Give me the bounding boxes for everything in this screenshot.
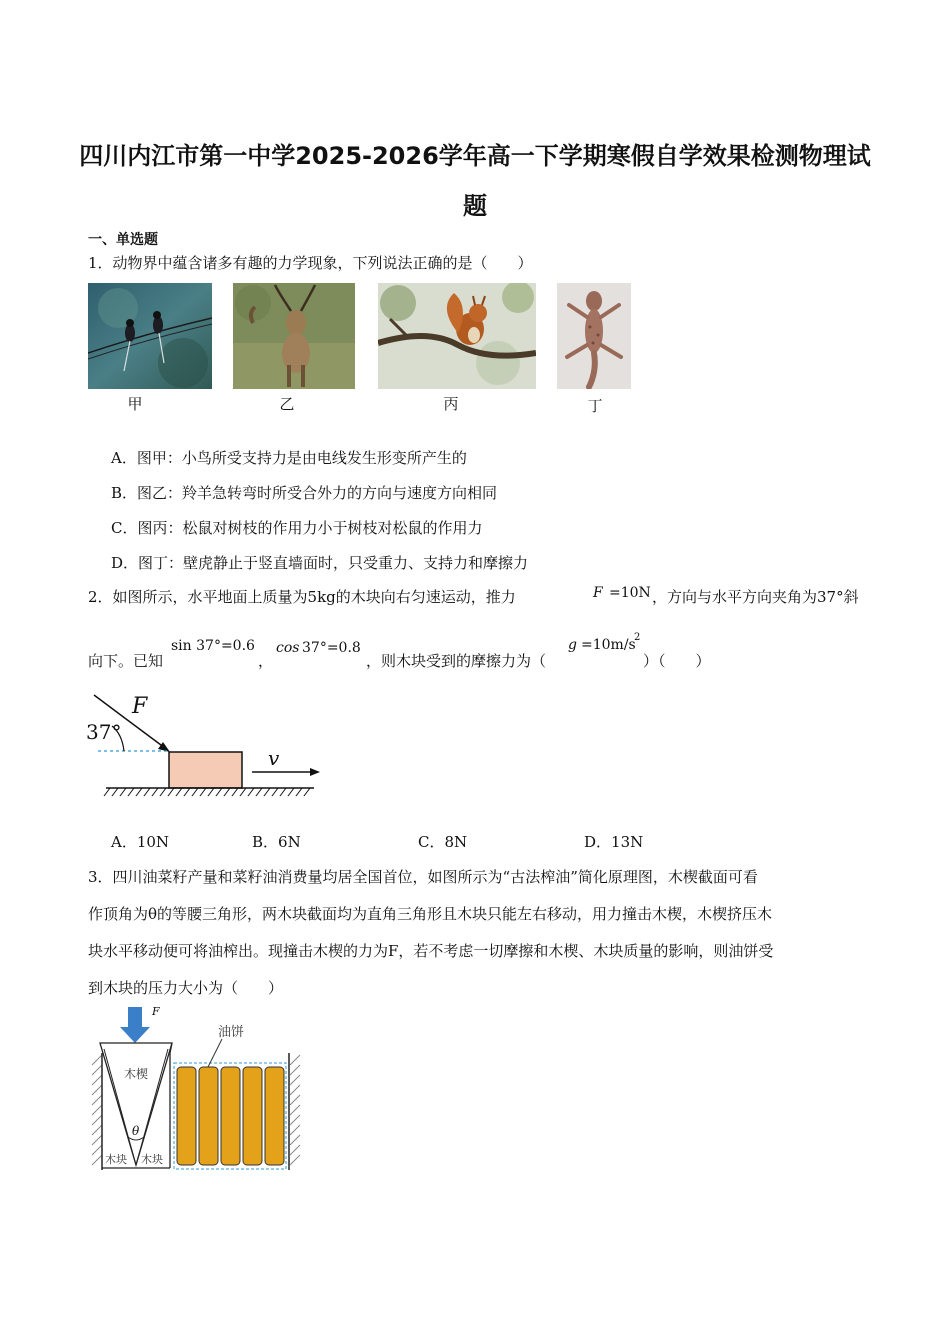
caption-yi: 乙: [279, 395, 295, 413]
q2-g-value: =10m/s: [581, 637, 636, 653]
question-2-line2-part1: 向下。已知: [88, 652, 164, 670]
q3-fig-oil-label: 油饼: [218, 1025, 245, 1040]
document-title-line2: 题: [463, 192, 487, 220]
photo-birds-on-wire: [88, 283, 212, 389]
q2-sin-value: sin 37°=0.6: [171, 638, 255, 654]
section-heading-single-choice: 一、单选题: [88, 232, 158, 248]
q2-fig-force-label: F: [132, 694, 148, 719]
q2-cos-value: 37°=0.8: [302, 640, 361, 656]
q2-g-exponent: 2: [634, 632, 641, 643]
caption-ding: 丁: [587, 397, 603, 415]
question-2-line2-part2: ，则木块受到的摩擦力为（: [366, 652, 547, 670]
q2-option-c[interactable]: C．8N: [418, 833, 468, 851]
question-3-line4: 到木块的压力大小为（ ）: [88, 979, 284, 997]
q1-option-a[interactable]: A．图甲：小鸟所受支持力是由电线发生形变所产生的: [111, 449, 467, 467]
q1-option-d[interactable]: D．图丁：壁虎静止于竖直墙面时，只受重力、支持力和摩擦力: [111, 554, 529, 572]
photo-squirrel: [378, 283, 536, 389]
q2-g-variable: g: [568, 637, 577, 653]
question-1-stem: 1．动物界中蕴含诸多有趣的力学现象，下列说法正确的是（ ）: [88, 254, 533, 272]
q3-fig-theta-label: θ: [132, 1124, 140, 1138]
q2-force-diagram: [86, 690, 326, 800]
question-2-line2-part3: ）（ ）: [643, 652, 711, 670]
q3-oil-press-diagram: [90, 1005, 305, 1175]
q2-option-d[interactable]: D．13N: [584, 833, 644, 851]
q2-cos-variable: cos: [276, 640, 300, 656]
document-title-line1: 四川内江市第一中学2025-2026学年高一下学期寒假自学效果检测物理试: [79, 142, 871, 170]
question-2-stem-part2: ，方向与水平方向夹角为37°斜: [652, 588, 859, 606]
q2-option-b[interactable]: B．6N: [252, 833, 301, 851]
q2-force-value: =10N: [609, 585, 651, 601]
q1-option-b[interactable]: B．图乙：羚羊急转弯时所受合外力的方向与速度方向相同: [111, 484, 498, 502]
photo-gecko: [557, 283, 631, 389]
q2-force-variable: F: [593, 585, 603, 601]
q2-fig-velocity-label: v: [268, 746, 280, 770]
q3-fig-block-left-label: 木块: [105, 1153, 127, 1166]
question-3-line2: 作顶角为θ的等腰三角形，两木块截面均为直角三角形且木块只能左右移动，用力撞击木楔，木楔挤压木: [88, 905, 773, 923]
q2-comma: ，: [258, 652, 274, 670]
q2-fig-angle-label: 37°: [86, 720, 122, 744]
caption-jia: 甲: [127, 395, 143, 413]
q3-fig-wedge-label: 木楔: [124, 1067, 149, 1081]
q2-option-a[interactable]: A．10N: [111, 833, 170, 851]
question-3-line3: 块水平移动便可将油榨出。现撞击木楔的力为F，若不考虑一切摩擦和木楔、木块质量的影响，则油饼受: [88, 942, 774, 960]
photo-antelope: [233, 283, 355, 389]
q1-option-c[interactable]: C．图丙：松鼠对树枝的作用力小于树枝对松鼠的作用力: [111, 519, 483, 537]
q3-fig-block-right-label: 木块: [141, 1153, 163, 1166]
caption-bing: 丙: [443, 395, 459, 413]
q3-fig-force-label: F: [152, 1005, 160, 1018]
question-2-stem-part1: 2．如图所示，水平地面上质量为5kg的木块向右匀速运动，推力: [88, 588, 516, 606]
question-3-line1: 3．四川油菜籽产量和菜籽油消费量均居全国首位，如图所示为“古法榨油”简化原理图，木楔截面可看: [88, 868, 758, 886]
